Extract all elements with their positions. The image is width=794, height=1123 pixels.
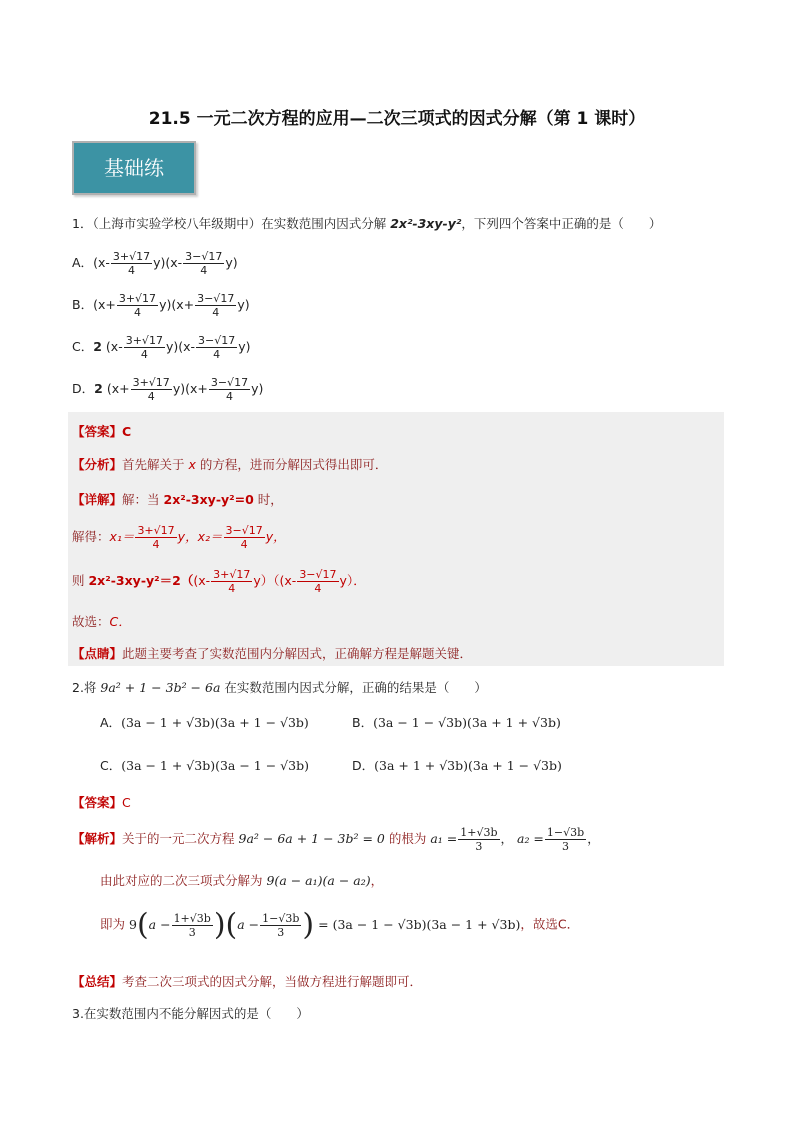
fraction [124,334,165,361]
fraction-numerator: 1−√3b [262,911,300,925]
expr-part: y) [225,255,238,270]
option-label: B． [352,715,374,730]
line-text: ，故选C． [520,916,580,932]
fraction-numerator: 1+√3b [173,911,211,925]
expr-part: y， [177,529,198,544]
detail-expr: 2x²-3xy-y²=0 [163,492,254,507]
fraction-denominator: 4 [127,264,135,277]
answer-value: C [122,424,132,439]
analysis-text: 关于的一元二次方程 [122,831,239,846]
fraction-denominator: 3 [475,840,483,853]
fraction [131,376,172,403]
option-label: A． [100,715,122,730]
fraction [183,250,224,277]
summary-text: 考查二次三项式的因式分解，当做方程进行解题即可． [122,974,423,989]
q2-answer [72,793,131,811]
fraction-denominator: 4 [314,582,322,595]
expr-part: y) [172,381,186,396]
analysis-var: x [188,457,196,472]
expr-part: y）． [339,573,366,588]
expr-part: (x+ [93,297,116,312]
q1-stem-prefix: 1．（上海市实验学校八年级期中）在实数范围内因式分解 [72,216,391,231]
expr-part: 9 [128,916,137,932]
q2-stem [72,678,487,696]
choice-label: 故选： [72,614,110,629]
comment-text: 此题主要考查了实数范围内分解因式，正确解方程是解题关键． [122,646,473,661]
option-label: C． [100,758,122,773]
fraction-denominator: 3 [562,840,570,853]
fraction-numerator: 3−√17 [299,568,337,581]
q2-stem-suffix: 在实数范围内因式分解，正确的结果是（ ） [220,680,487,695]
section-banner: 基础练 [72,141,196,195]
answer-value: C [122,795,131,810]
fraction [195,292,236,319]
expr-part: 2 [93,339,102,354]
root-label: x₁＝ [109,529,135,544]
fraction-denominator: 4 [212,306,220,319]
fraction-numerator: 3+√17 [132,376,170,389]
q1-option-d [72,376,263,403]
option-expr: (3a − 1 + √3b)(3a + 1 − √3b) [121,715,309,730]
fraction-denominator: 4 [213,348,221,361]
then-label: 则 [72,573,89,588]
analysis-text: 的方程，进而分解因式得出即可． [195,457,388,472]
expr-part: a − [148,916,171,932]
page-title: 21.5 一元二次方程的应用—二次三项式的因式分解（第 1 课时） [148,109,646,129]
root-label: a₁ = [430,831,458,846]
q1-stem [72,214,661,232]
expr-part: y）（ [253,573,280,588]
option-expr: (3a − 1 − √3b)(3a + 1 + √3b) [373,715,561,730]
expr-part: a − [237,916,260,932]
expr-part: ， [587,831,600,846]
q1-option-c [72,334,251,361]
analysis-tag: 【解析】 [72,831,123,846]
fraction-numerator: 3−√17 [197,292,235,305]
q3-stem: 3.在实数范围内不能分解因式的是（ ） [72,1006,309,1021]
option-expr: (3a + 1 + √3b)(3a + 1 − √3b) [374,758,562,773]
fraction [260,912,301,939]
q1-option-b [72,292,250,319]
fraction-denominator: 4 [240,538,248,551]
fraction [111,250,152,277]
q2-option-d [352,756,562,774]
fraction [545,826,586,853]
q2-option-b [352,713,561,731]
summary-tag: 【总结】 [72,974,123,989]
fraction-numerator: 3+√17 [137,524,175,537]
fraction [117,292,158,319]
fraction-denominator: 4 [152,538,160,551]
expr-part: y) [238,339,251,354]
fraction-denominator: 4 [228,582,236,595]
fraction-denominator: 4 [147,390,155,403]
expr-part: (x- [93,255,110,270]
expr-part: y) [237,297,250,312]
fraction-numerator: 1+√3b [460,826,498,839]
expr-part: 2x²-3xy-y²＝2（ [88,573,194,588]
option-expr: (3a − 1 + √3b)(3a − 1 − √3b) [121,758,309,773]
line-expr: 9(a − a₁)(a − a₂) [266,873,371,888]
expr-part: y) [165,339,179,354]
line-text: ， [370,873,384,888]
fraction-denominator: 4 [200,264,208,277]
analysis-eq: 9a² − 6a + 1 − 3b² = 0 [238,831,385,846]
fraction-denominator: 4 [140,348,148,361]
line-text: 即为 [100,916,129,932]
analysis-text: 的根为 [384,831,431,846]
expr-part: = [318,916,329,932]
fraction-numerator: 3−√17 [185,250,223,263]
fraction-numerator: 1−√3b [546,826,585,839]
expr-part: (x- [193,573,211,588]
fraction [135,524,176,551]
q1-option-a [72,250,238,277]
q2-option-a [100,713,309,731]
expr-part: (x+ [171,297,195,312]
q2-option-c [100,756,309,774]
analysis-text: 首先解关于 [122,457,189,472]
q1-solve-line [72,524,286,551]
expr-part: 2 [94,381,103,396]
root-label: x₂＝ [197,529,223,544]
q1-stem-suffix: ，下列四个答案中正确的是（ ） [461,216,662,231]
expr-part: (x+ [185,381,208,396]
detail-tag: 【详解】 [72,492,123,507]
expr-part: y) [153,255,166,270]
expr-part: (x- [165,255,183,270]
expr-part: (x- [279,573,297,588]
line-text: 由此对应的二次三项式分解为 [100,873,267,888]
expr-part: (3a − 1 − √3b)(3a − 1 + √3b) [332,916,521,932]
expr-part: y) [159,297,172,312]
q1-comment [72,644,472,662]
fraction-numerator: 3−√17 [225,524,263,537]
analysis-tag: 【分析】 [72,457,123,472]
fraction [297,568,338,595]
fraction [196,334,237,361]
expr-part: (x- [105,339,123,354]
option-label: B． [72,297,94,312]
fraction [458,826,499,853]
comment-tag: 【点睛】 [72,646,123,661]
q1-analysis [72,455,387,473]
fraction-denominator: 4 [133,306,141,319]
expr-part: (x- [178,339,196,354]
choice-value: C． [109,614,131,629]
root-label: a₂ = [517,831,544,846]
option-label: A． [72,255,94,270]
fraction-numerator: 3+√17 [125,334,163,347]
q2-summary [72,972,422,990]
fraction-numerator: 3+√17 [112,250,151,263]
detail-text: 解：当 [122,492,164,507]
fraction-denominator: 3 [188,925,196,939]
fraction-numerator: 3−√17 [210,376,249,389]
fraction [211,568,252,595]
q2-analysis: 【解析】关于的一元二次方程 9a² − 6a + 1 − 3b² = 0 的根为 a₁ = $\frac{1+√3b}{3}$ ， a₂ = $\frac{1-√3b}{3}$ ， [72,826,600,853]
expr-part: y， [265,529,286,544]
fraction-denominator: 4 [225,390,233,403]
q1-then-line [72,568,366,595]
answer-tag: 【答案】 [72,424,123,439]
fraction-numerator: 3−√17 [198,334,236,347]
q1-choice [72,612,131,630]
solve-label: 解得： [72,529,110,544]
option-label: D． [72,381,95,396]
q1-answer [72,422,131,440]
q1-detail [72,490,283,508]
q2-stem-expr: 9a² + 1 − 3b² − 6a [100,680,221,695]
fraction [209,376,250,403]
fraction [172,912,213,939]
fraction-denominator: 3 [277,925,285,939]
detail-text: 时， [253,492,283,507]
fraction [224,524,265,551]
answer-tag: 【答案】 [72,795,123,810]
fraction-numerator: 3+√17 [213,568,251,581]
q2-stem-prefix: 2.将 [72,680,101,695]
q2-line2 [100,871,383,889]
option-label: D． [352,758,375,773]
option-label: C． [72,339,94,354]
q2-line3: 即为 9(a − $\frac{1+√3b}{3}$ )(a − $\frac{1-√3b}{3}$ ) = (3a − 1 − √3b)(3a − 1 + √3b)，故选C． [100,907,580,942]
expr-part: (x+ [106,381,130,396]
q1-stem-expr: 2x²-3xy-y² [390,216,462,231]
expr-part: y) [251,381,264,396]
fraction-numerator: 3+√17 [118,292,157,305]
